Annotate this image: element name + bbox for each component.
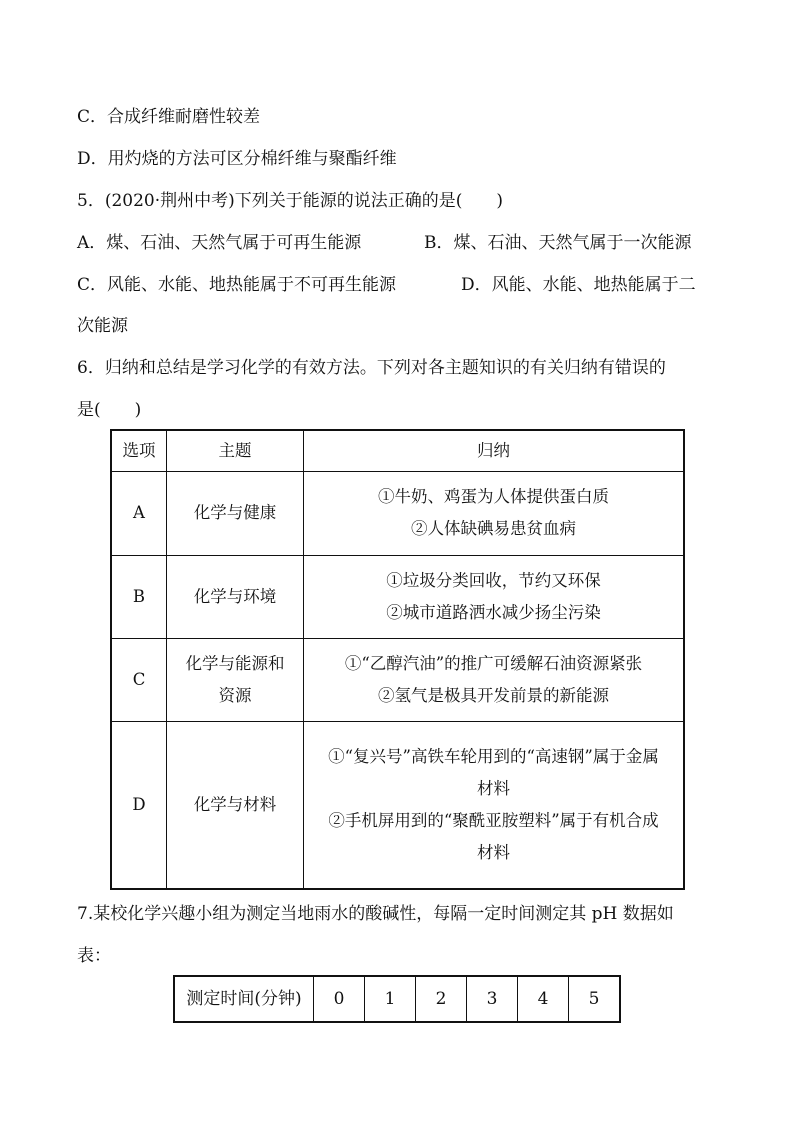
row-topic xyxy=(167,555,304,638)
q5-option-a: A．煤、石油、天然气属于可再生能源 xyxy=(77,233,362,253)
time-value: 1 xyxy=(365,976,416,1022)
question-7-cont: 表： xyxy=(77,946,111,966)
q5-option-d-cont: 次能源 xyxy=(77,316,128,336)
question-6-cont: 是( ) xyxy=(77,400,142,420)
summary-line: 材料 xyxy=(477,778,510,798)
time-value: 3 xyxy=(467,976,518,1022)
header-topic: 主题 xyxy=(167,430,304,471)
row-option: B xyxy=(111,555,167,638)
row-option: C xyxy=(111,638,167,721)
summary-line: ②人体缺碘易患贫血病 xyxy=(411,519,576,538)
header-summary: 归纳 xyxy=(304,430,685,471)
row-summary xyxy=(304,471,685,555)
topic-line: 化学与能源和 xyxy=(185,653,285,673)
summary-line: ②手机屏用到的“聚酰亚胺塑料”属于有机合成 xyxy=(328,810,659,830)
summary-line: ①“乙醇汽油”的推广可缓解石油资源紧张 xyxy=(344,653,643,673)
row-topic xyxy=(167,721,304,889)
question-6: 6．归纳和总结是学习化学的有效方法。下列对各主题知识的有关归纳有错误的 xyxy=(77,358,666,378)
topic-line: 资源 xyxy=(218,685,252,705)
question-5: 5．(2020·荆州中考)下列关于能源的说法正确的是( ) xyxy=(77,191,504,211)
row-summary xyxy=(304,721,685,889)
option-d-q4: D．用灼烧的方法可区分棉纤维与聚酯纤维 xyxy=(77,149,397,169)
q5-option-c: C．风能、水能、地热能属于不可再生能源 xyxy=(77,275,397,295)
topic-line: 化学与健康 xyxy=(193,503,277,522)
topic-line: 化学与材料 xyxy=(193,794,277,814)
summary-line: ②氢气是极具开发前景的新能源 xyxy=(378,685,609,705)
question-7: 7.某校化学兴趣小组为测定当地雨水的酸碱性，每隔一定时间测定其 pH 数据如 xyxy=(77,904,674,924)
q5-option-d: D．风能、水能、地热能属于二 xyxy=(461,275,696,295)
time-header: 测定时间(分钟) xyxy=(174,976,314,1022)
time-value: 0 xyxy=(314,976,365,1022)
row-option: A xyxy=(111,471,167,555)
topic-line: 化学与环境 xyxy=(193,586,277,606)
summary-line: 材料 xyxy=(477,842,510,862)
header-option: 选项 xyxy=(111,430,167,471)
table-row xyxy=(111,471,684,555)
time-value: 5 xyxy=(569,976,621,1022)
table-row xyxy=(111,555,684,638)
row-topic xyxy=(167,471,304,555)
option-c-q4: C．合成纤维耐磨性较差 xyxy=(77,107,261,127)
row-topic xyxy=(167,638,304,721)
table-row xyxy=(174,976,620,1022)
table-header-row xyxy=(111,430,684,471)
time-value: 2 xyxy=(416,976,467,1022)
summary-table xyxy=(110,429,685,890)
row-option: D xyxy=(111,721,167,889)
table-row xyxy=(111,721,684,889)
row-summary xyxy=(304,555,685,638)
q5-option-b: B．煤、石油、天然气属于一次能源 xyxy=(424,233,692,253)
summary-line: ②城市道路洒水减少扬尘污染 xyxy=(386,602,601,622)
summary-line: ①牛奶、鸡蛋为人体提供蛋白质 xyxy=(378,487,609,506)
table-row xyxy=(111,638,684,721)
time-value: 4 xyxy=(518,976,569,1022)
summary-line: ①垃圾分类回收，节约又环保 xyxy=(386,570,601,590)
row-summary xyxy=(304,638,685,721)
summary-line: ①“复兴号”高铁车轮用到的“高速钢”属于金属 xyxy=(328,746,659,766)
ph-measurement-table xyxy=(173,975,621,1023)
